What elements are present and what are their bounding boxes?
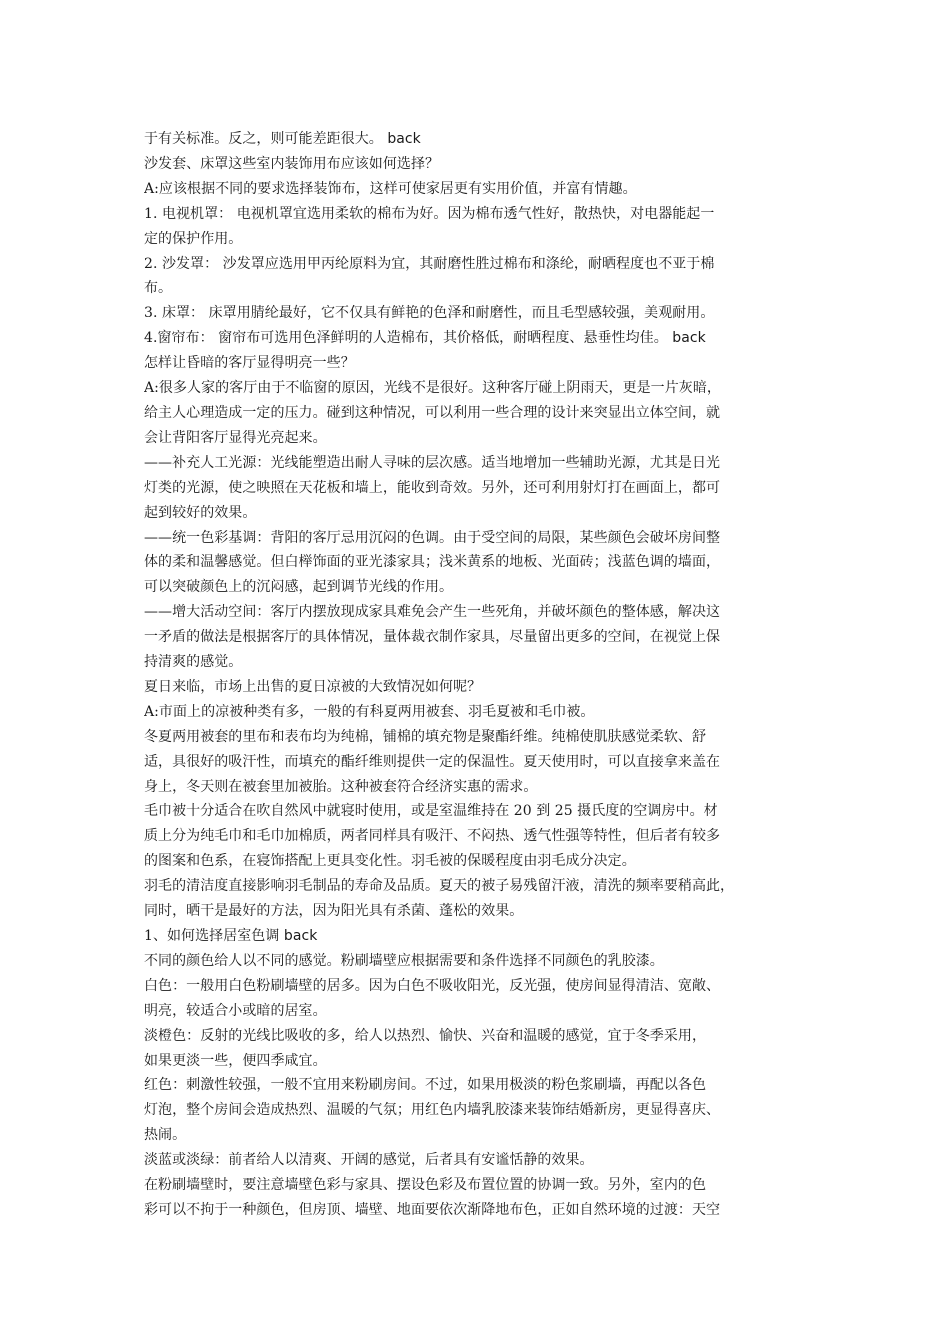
line-text: 1. 电视机罩： 电视机罩宜选用柔软的棉布为好。因为棉布透气性好，散热快，对电器能起一 [144, 205, 715, 222]
text-line [144, 725, 816, 750]
text-line [144, 1049, 816, 1074]
text-line [144, 575, 816, 600]
line-text: 1、如何选择居室色调 [144, 928, 284, 944]
line-text: 不同的颜色给人以不同的感觉。粉刷墙壁应根据需要和条件选择不同颜色的乳胶漆。 [144, 952, 664, 969]
text-line [144, 301, 816, 326]
text-line [144, 476, 816, 501]
text-line [144, 451, 816, 476]
line-text: 2. 沙发罩： 沙发罩应选用甲丙纶原料为宜，其耐磨性胜过棉布和涤纶，耐晒程度也不亚于棉 [144, 255, 715, 272]
line-text: 怎样让昏暗的客厅显得明亮一些？ [144, 355, 355, 372]
text-line [144, 899, 816, 924]
line-text: 白色：一般用白色粉刷墙壁的居多。因为白色不吸收阳光，反光强，使房间显得清洁、宽敞、 [144, 977, 721, 994]
line-text: 如果更淡一些，便四季咸宜。 [144, 1052, 327, 1069]
line-text: 于有关标准。反之，则可能差距很大。 [144, 131, 388, 147]
text-line [144, 202, 816, 227]
line-text: 彩可以不拘于一种颜色，但房顶、墙壁、地面要依次渐降地布色，正如自然环境的过渡：天空 [144, 1201, 721, 1218]
text-line [144, 824, 816, 849]
line-text: 定的保护作用。 [144, 230, 243, 247]
text-line [144, 376, 816, 401]
text-line [144, 799, 816, 824]
line-text: 灯类的光源，使之映照在天花板和墙上，能收到奇效。另外，还可利用射灯打在画面上，都可 [144, 479, 721, 496]
text-line [144, 650, 816, 675]
text-line [144, 227, 816, 252]
line-text: 会让背阳客厅显得光亮起来。 [144, 429, 327, 446]
text-line [144, 625, 816, 650]
text-line [144, 152, 816, 177]
back-link[interactable]: back [283, 928, 318, 944]
line-text: 夏日来临，市场上出售的夏日凉被的大致情况如何呢？ [144, 678, 482, 695]
line-text: 灯泡，整个房间会造成热烈、温暖的气氛；用红色内墙乳胶漆来装饰结婚新房，更显得喜庆、 [144, 1102, 721, 1119]
line-text: 4.窗帘布： 窗帘布可选用色泽鲜明的人造棉布，其价格低，耐晒程度、悬垂性均佳。 [144, 330, 673, 347]
text-line [144, 1123, 816, 1148]
text-line [144, 750, 816, 775]
line-text: 羽毛的清洁度直接影响羽毛制品的寿命及品质。夏天的被子易残留汗液，清洗的频率要稍高此， [144, 878, 735, 895]
back-link[interactable]: back [387, 131, 421, 147]
line-text: 起到较好的效果。 [144, 504, 257, 521]
line-text: 身上，冬天则在被套里加被胎。这种被套符合经济实惠的需求。 [144, 778, 538, 795]
line-text: 在粉刷墙壁时，要注意墙壁色彩与家具、摆设色彩及布置位置的协调一致。另外，室内的色 [144, 1177, 706, 1194]
text-line [144, 426, 816, 451]
text-line [144, 849, 816, 874]
text-line [144, 700, 816, 725]
text-line [144, 924, 816, 949]
line-text: ——补充人工光源：光线能塑造出耐人寻味的层次感。适当地增加一些辅助光源，尤其是日光 [144, 454, 721, 471]
line-text: 给主人心理造成一定的压力。碰到这种情况，可以利用一些合理的设计来突显出立体空间，就 [144, 404, 721, 421]
line-text: 3. 床罩： 床罩用腈纶最好，它不仅具有鲜艳的色泽和耐磨性，而且毛型感较强，美观耐用。 [144, 305, 715, 322]
line-text: ——统一色彩基调：背阳的客厅忌用沉闷的色调。由于受空间的局限，某些颜色会破坏房间整 [144, 529, 721, 546]
text-line [144, 999, 816, 1024]
text-line [144, 351, 816, 376]
line-text: 布。 [144, 280, 173, 297]
line-text: 热闹。 [144, 1127, 187, 1144]
line-text: 的图案和色系，在寝饰搭配上更具变化性。羽毛被的保暖程度由羽毛成分决定。 [144, 853, 636, 870]
text-line [144, 276, 816, 301]
line-text: 可以突破颜色上的沉闷感，起到调节光线的作用。 [144, 579, 454, 596]
line-text: 淡蓝或淡绿：前者给人以清爽、开阔的感觉，后者具有安谧恬静的效果。 [144, 1152, 594, 1169]
text-line [144, 501, 816, 526]
line-text: 红色：刺激性较强，一般不宜用来粉刷房间。不过，如果用极淡的粉色浆刷墙，再配以各色 [144, 1077, 706, 1094]
line-text: A:很多人家的客厅由于不临窗的原因，光线不是很好。这种客厅碰上阴雨天，更是一片灰暗， [144, 380, 721, 397]
document-body [144, 127, 816, 1223]
line-text: 同时，晒干是最好的方法，因为阳光具有杀菌、蓬松的效果。 [144, 903, 524, 920]
line-text: 一矛盾的做法是根据客厅的具体情况，量体裁衣制作家具，尽量留出更多的空间，在视觉上保 [144, 629, 721, 646]
text-line [144, 675, 816, 700]
text-line [144, 974, 816, 999]
text-line [144, 550, 816, 575]
line-text: 冬夏两用被套的里布和表布均为纯棉，铺棉的填充物是聚酯纤维。纯棉使肌肤感觉柔软、舒 [144, 728, 706, 745]
text-line [144, 1098, 816, 1123]
text-line [144, 177, 816, 202]
text-line [144, 326, 816, 351]
text-line [144, 401, 816, 426]
text-line [144, 1148, 816, 1173]
text-line [144, 1024, 816, 1049]
text-line [144, 252, 816, 277]
line-text: A:市面上的凉被种类有多，一般的有科夏两用被套、羽毛夏被和毛巾被。 [144, 703, 595, 720]
text-line [144, 1173, 816, 1198]
line-text: 沙发套、床罩这些室内装饰用布应该如何选择？ [144, 155, 440, 172]
text-line [144, 127, 816, 152]
text-line [144, 1198, 816, 1223]
line-text: 持清爽的感觉。 [144, 654, 243, 671]
text-line [144, 949, 816, 974]
line-text: 体的柔和温馨感觉。但白榉饰面的亚光漆家具；浅米黄系的地板、光面砖；浅蓝色调的墙面， [144, 554, 721, 571]
text-line [144, 526, 816, 551]
line-text: 质上分为纯毛巾和毛巾加棉质，两者同样具有吸汗、不闷热、透气性强等特性，但后者有较多 [144, 828, 721, 845]
line-text: 明亮，较适合小或暗的居室。 [144, 1002, 327, 1019]
line-text: 毛巾被十分适合在吹自然风中就寝时使用，或是室温维持在 20 到 25 摄氏度的空调房中。材 [144, 803, 718, 820]
text-line [144, 1073, 816, 1098]
line-text: 淡橙色：反射的光线比吸收的多，给人以热烈、愉快、兴奋和温暖的感觉，宜于冬季采用， [144, 1027, 706, 1044]
line-text: A:应该根据不同的要求选择装饰布，这样可使家居更有实用价值，并富有情趣。 [144, 180, 637, 197]
line-text: 适，具很好的吸汗性，而填充的酯纤维则提供一定的保温性。夏天使用时，可以直接拿来盖在 [144, 753, 721, 770]
text-line [144, 600, 816, 625]
back-link[interactable]: back [672, 330, 706, 347]
text-line [144, 775, 816, 800]
line-text: ——增大活动空间：客厅内摆放现成家具难免会产生一些死角，并破坏颜色的整体感，解决这 [144, 604, 721, 621]
text-line [144, 874, 816, 899]
